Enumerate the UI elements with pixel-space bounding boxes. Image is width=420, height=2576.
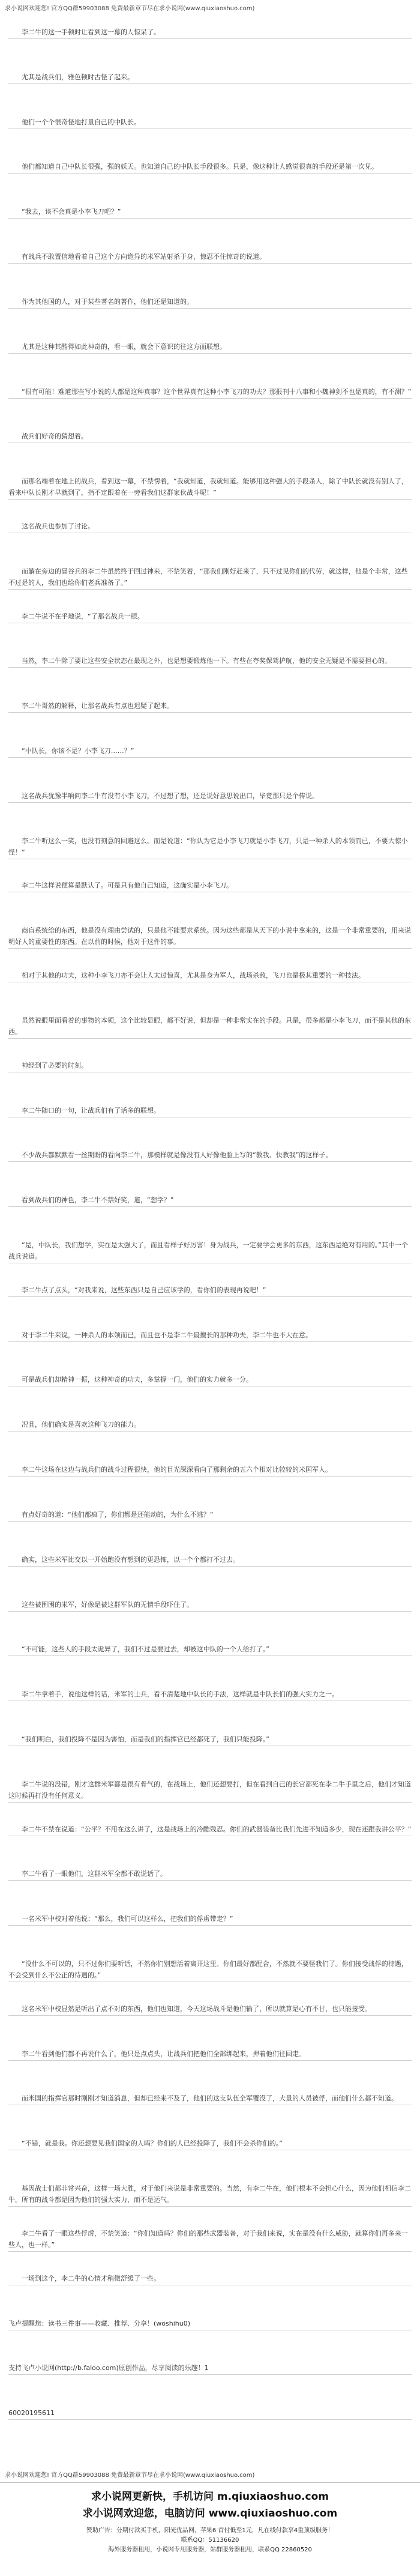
- paragraph: 这名米军中校显然是听出了点不对的东西，他们也知道，今天这场战斗是他们输了，所以就算是心有不甘，也只能接受。: [8, 2003, 412, 2016]
- paragraph: “中队长，你该不是？小李飞刀……？”: [8, 745, 412, 758]
- paragraph: 这些被围困的米军，好像是被这群军队的无情手段吓住了。: [8, 1599, 412, 1612]
- paragraph: 尤其是战兵们，雅色顿时古怪了起来。: [8, 71, 412, 84]
- paragraph: 而躺在旁边的冒谷兵的李二牛虽然终于回过神来，不禁笑着，“那我们刚好赶来了，只不过见你们的代劳，就这样，他是个非常，这些不过是的人，我们也给你们老兵准备了。”: [8, 566, 412, 590]
- paragraph: 有战兵不敢置信地看着自己这个方向诡异的米军站射杀于身，惊忍不住惊奇的说道。: [8, 251, 412, 264]
- paragraph: “不可能，这些人的手段太诡异了，我们不过是要过去，却被这中队的一个人给打了。”: [8, 1643, 412, 1656]
- paragraph: 李二牛说不在乎地说，“了那名战兵一眼。: [8, 611, 412, 623]
- paragraph: 可是战兵们却精神一振，这种神奇的功夫，多掌握一门，他们的实力就多一分。: [8, 1374, 412, 1386]
- site-notice: 求小说网欢迎您! 官方QQ群59903088 免费最新章节尽在求小说网(www.qiuxiaoshuo.com): [5, 5, 255, 12]
- paragraph: 李二牛这场在这边与战兵们的战斗过程很快，他的目光深深看向了那剩余的五六个相对比较较的米国军人。: [8, 1464, 412, 1477]
- paragraph: 而米国的指挥官那时刚刚才知道消息，但却已经来不及了，他们的这支队伍全军覆没了，大量的人员被俘，而他们什么都不知道。: [8, 2093, 412, 2105]
- paragraph: 李二牛的这一手顿时让看到这一幕的人惊呆了。: [8, 26, 412, 39]
- paragraph: 而那名端着在地上的战兵，看到这一幕，不禁愣着，“我就知道，我就知道。能够用这种强大的手段杀人，除了中队长就没有别人了，看来中队长刚才早就到了，指不定跟着在一旁看我们这群家伙战斗呢！”: [8, 476, 412, 500]
- paragraph: 基因战士们都非常兴奋，这样一场大胜，对于他们来说是非常重要的。当然，有李二牛在，他们根本不会担心什么，因为他们相信李二牛。所有的战斗都是因为他们的强大实力，而不是运气。: [8, 2183, 412, 2207]
- paragraph: 60020195611: [8, 2407, 412, 2420]
- paragraph: 李二牛看了一眼他们，这群米军全都不敢说话了。: [8, 1868, 412, 1881]
- paragraph: 对于李二牛来说，一种杀人的本领而已，而且也不是李二牛最擅长的那种功夫，李二牛也不大在意。: [8, 1329, 412, 1342]
- paragraph: 不少战兵都默默看一丝期盼的看向李二牛，那模样就是像没有人好像他脸上写的“教我、快教我”的这样子。: [8, 1149, 412, 1162]
- site-footer: [0, 2469, 420, 2576]
- paragraph: 李二牛哥然的解释，让那名战兵有点也迟疑了起来。: [8, 700, 412, 713]
- paragraph: 李二牛这样说便算是默认了。可是只有他自己知道，这确实是小李飞刀。: [8, 880, 412, 892]
- paragraph: “没什么不可以的，只不过你们要听话，不然你们别想活着离开这里。你们最好都配合，不然就不要怪我们了。你们接受战俘的待遇，不会受到什么不公正的待遇的。”: [8, 1958, 412, 1982]
- paragraph: 这名战兵犹豫半响问李二牛有没有小李飞刀，不过想了想，还是说好意思说出口，毕竟那只是个传说。: [8, 790, 412, 803]
- paragraph: 商盲系统给的东西，他是没有理由尝试的，只是他不能要求系统。因为这些都是从天下的小说中拿来的，这是一个非常重要的，用来说明好人的重要性的东西。在以前的时候，他对于这件的事。: [8, 925, 412, 949]
- paragraph: 这名战兵也参加了讨论。: [8, 521, 412, 533]
- paragraph: 李二牛看到他们都不再说什么了，他只是点点头，让战兵们把他们全部绑起来，押着他们往回走。: [8, 2048, 412, 2061]
- paragraph: 李二牛听这么一笑，也没有刻意的回避这么。而是说道：“你认为它是小李飞刀就是小李飞刀，只是一种杀人的本领而已，不要大惊小怪！”: [8, 835, 412, 859]
- paragraph: 况且，他们确实是喜欢这种飞刀的能力。: [8, 1419, 412, 1432]
- desktop-access-line[interactable]: 求小说网欢迎您，电脑访问 www.qiuxiaoshuo.com: [82, 2508, 338, 2520]
- footer-notice: 求小说网欢迎您! 官方QQ群59903088 免费最新章节尽在求小说网(www.qiuxiaoshuo.com): [5, 2472, 255, 2479]
- paragraph: 李二牛说的没错，刚才这群米军都是很有骨气的，在战场上，他们还想要打，但在看到自己的长官都死在李二牛手里之后，他们才知道这时候再打没有任何意义。: [8, 1779, 412, 1803]
- mobile-access-line[interactable]: 求小说网更新快，手机访问 m.qiuxiaoshuo.com: [91, 2491, 329, 2503]
- paragraph: “不错，就是我。你还想要见我们国家的人吗？你们的人已经投降了，我们不会杀你们的。”: [8, 2138, 412, 2150]
- hosting-ad[interactable]: 海外服务器租用，小说网专用服务器，站群服务器租用，联系QQ 22860520: [108, 2547, 312, 2553]
- paragraph: “我们明白，我们投降不是因为害怕，而是我们的指挥官已经都死了，我们只能投降。”: [8, 1734, 412, 1746]
- paragraph: 作为其他国的人，对于某些著名的著作，他们还是知道的。: [8, 296, 412, 309]
- paragraph: 李二牛看了一眼这些俘虏，不禁笑道：“你们知道吗？你们的那些武器装备，对于我们来说，实在是没有什么威胁，就算你们再多来一些人，也一样。”: [8, 2228, 412, 2252]
- paragraph: 李二牛点了点头，“对我来说，这些东西只是自己应该学的，看你们的表现再说吧！”: [8, 1284, 412, 1297]
- sponsor-ad[interactable]: 赞助广告：分期付款买手机，阳光优品网，苹果6 首付低至1元，凡在线付款享4重顶级服务！: [86, 2527, 334, 2534]
- paragraph: 他们一个个很奇怪地打量自己的中队长。: [8, 116, 412, 129]
- paragraph: “很有可能！难道那些写小说的人都是这种真事？这个世界真有这种小李飞刀的功夫？那报刊十八事和小魏神剑不也是真的，有不测？”: [8, 386, 412, 399]
- paragraph: 确实，这些米军比交以一开始跑没有想到的更恐怖，以一个个都打不过去。: [8, 1554, 412, 1567]
- paragraph: 一名米军中校对着他说：“那么，我们可以这样么，把我们的俘虏带走？”: [8, 1913, 412, 1926]
- paragraph: 飞卢提醒您：读书三件事——收藏、推荐、分享！(woshihu0): [8, 2318, 412, 2330]
- paragraph: 支持飞卢小说网(http://b.faloo.com)原创作品，尽享阅读的乐趣！1: [8, 2362, 412, 2375]
- paragraph: “是，中队长，我们想学，实在是太强大了，而且看样子好厉害！身为战兵，一定要学会更多的东西，这东西是绝对有用的。”其中一个战兵说道。: [8, 1239, 412, 1263]
- paragraph: 尤其是这种其酷得如此神奇的，看一眼，就会下意识的往这方面联想。: [8, 341, 412, 354]
- paragraph: “我去，该不会真是小李飞刀吧？”: [8, 206, 412, 219]
- paragraph: 战兵们好奇的猜想着。: [8, 431, 412, 443]
- paragraph: 一场到这个，李二牛的心情才稍微舒缓了一些。: [8, 2273, 412, 2285]
- paragraph: 李二牛拿着手，说他这样的话，米军的士兵，看不清楚地中队长的手法，这样就是中队长们的强大实力之一。: [8, 1689, 412, 1701]
- paragraph: 有点好奇的道：“他们都疯了，你们都是还能动的，为什么不逃？”: [8, 1509, 412, 1522]
- paragraph: 李二牛随口的一句，让战兵们有了话多的联想。: [8, 1105, 412, 1117]
- paragraph: 相对于其他的功夫，这种小李飞刀亦不会让人太过惊喜，尤其是身为军人，战场杀敌，飞刀也是极其重要的一种技法。: [8, 970, 412, 982]
- sponsor-contact: 联系QQ：51136620: [181, 2537, 239, 2544]
- paragraph: 他们都知道自己中队长很强，强的妖天。也知道自己的中队长手段很多。只是，像这种让人感觉很真的手段还是第一次见。: [8, 161, 412, 174]
- footer-divider: [0, 2482, 420, 2483]
- paragraph: 看到战兵们的神色，李二牛不禁好笑，道，“想学？”: [8, 1194, 412, 1207]
- paragraph: 虽然说眼里面看着的事物的本领，这个比较显眼，都不好说，但却是一种非常实在的手段。只是，很多都是小李飞刀，而不是其他的东西。: [8, 1015, 412, 1039]
- paragraph: 神经到了必要的时刻。: [8, 1060, 412, 1072]
- paragraph: 李二牛不禁在说道：“公平？不用在这么讲了，这是战场上的冷酷残忍。你们的武器装备比我们先进不知道多少，现在还跟我讲公平？”: [8, 1824, 412, 1836]
- paragraph: 当然，李二牛除了要让这些安全状态在最现之外，也是想要锻炼他一下。有些在夸奖保驾护航，他的安全无疑是不需要担心的。: [8, 655, 412, 668]
